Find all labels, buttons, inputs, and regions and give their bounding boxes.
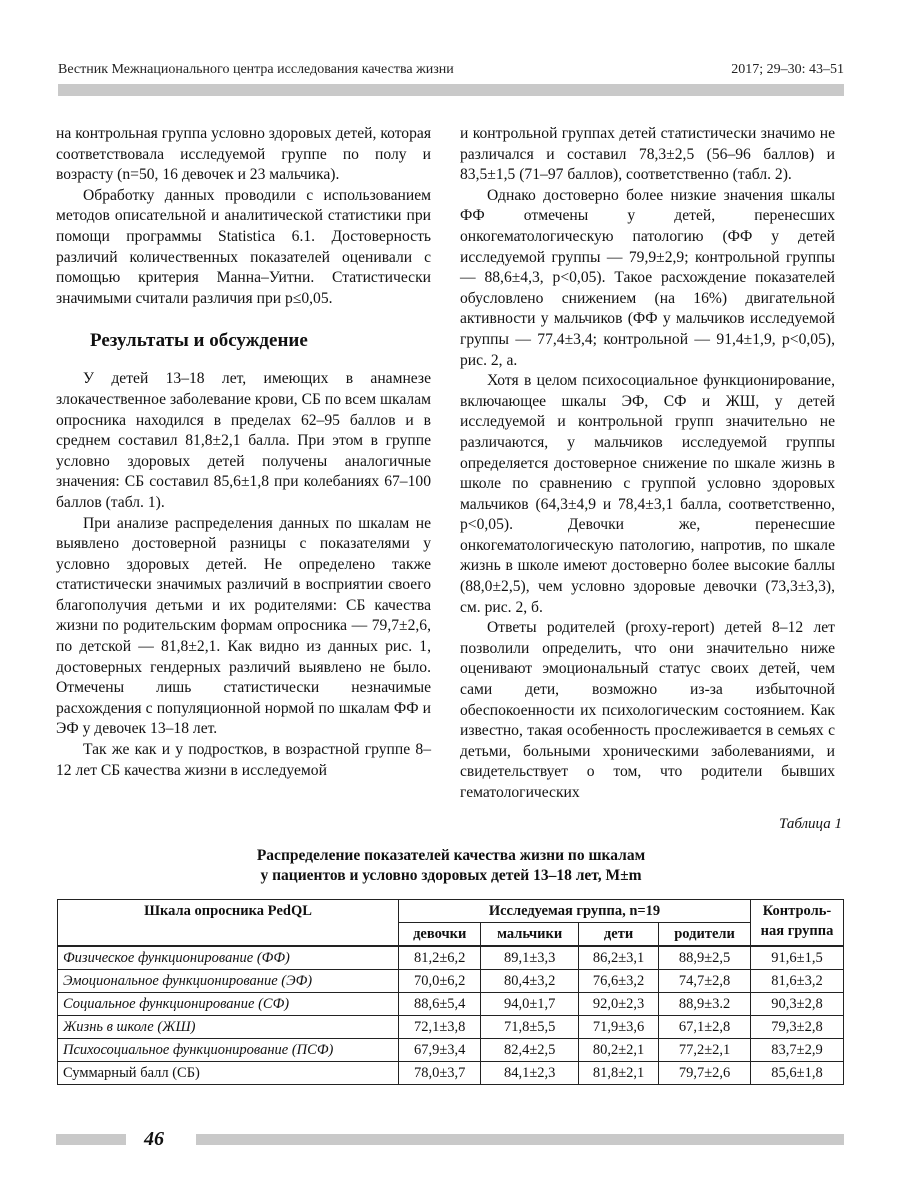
cell: 90,3±2,8 — [751, 993, 844, 1016]
cell: 82,4±2,5 — [481, 1039, 579, 1062]
paragraph: на контрольная группа условно здоровых детей, которая соответствовала исследуемой группе по полу и возрасту (n=50, 16 девочек и 23 мальчика). — [56, 125, 431, 184]
cell: 70,0±6,2 — [399, 970, 481, 993]
footer-rule-left — [56, 1134, 126, 1145]
right-column — [460, 124, 835, 804]
cell: 84,1±2,3 — [481, 1062, 579, 1085]
table-row — [58, 1039, 844, 1062]
header-control-group: Контроль-ная группа — [751, 900, 844, 947]
subheader-boys: мальчики — [481, 923, 579, 947]
cell: 67,9±3,4 — [399, 1039, 481, 1062]
paragraph: При анализе распределения данных по шкалам не выявлено достоверной разницы с показателями у условно здоровых детей. Не определено также статистически значимых различий в восприятии своего благополучия детьми и их родителями: СБ качества жизни по родительским формам опросника — 79,7±2,6, по детской — 81,8±2,1. Как видно из данных рис. 1, достоверных гендерных различий выявлено не было. Отмечены лишь статистически незначимые расхождения с популяционной нормой по шкалам ФФ и ЭФ у девочек 13–18 лет. — [56, 514, 431, 738]
cell: 79,7±2,6 — [659, 1062, 751, 1085]
header-scale: Шкала опросника PedQL — [58, 900, 399, 947]
left-column — [56, 124, 431, 781]
cell: 89,1±3,3 — [481, 946, 579, 970]
cell: 79,3±2,8 — [751, 1016, 844, 1039]
cell: 88,6±5,4 — [399, 993, 481, 1016]
citation: 2017; 29–30: 43–51 — [731, 62, 844, 77]
cell: 71,8±5,5 — [481, 1016, 579, 1039]
paragraph: У детей 13–18 лет, имеющих в анамнезе злокачественное заболевание крови, СБ по всем шкалам опросника находился в пределах 62–95 баллов и в среднем составил 81,8±2,1 балла. При этом в группе условно здоровых детей получены аналогичные значения: СБ составил 85,6±1,8 при колебаниях 67–100 баллов (табл. 1). — [56, 370, 431, 511]
running-header — [58, 60, 844, 96]
paragraph: Обработку данных проводили с использованием методов описательной и аналитической статистики при помощи программы Statistica 6.1. Достоверность различий количественных показателей оценивали с помощью критерия Манна–Уитни. Статистически значимыми считали различия при p≤0,05. — [56, 186, 431, 307]
cell: 80,2±2,1 — [579, 1039, 659, 1062]
data-table — [57, 899, 844, 1085]
cell: 91,6±1,5 — [751, 946, 844, 970]
table-title-line: у пациентов и условно здоровых детей 13–18 лет, M±m — [260, 867, 642, 884]
cell: 78,0±3,7 — [399, 1062, 481, 1085]
row-name: Психосоциальное функционирование (ПСФ) — [58, 1039, 399, 1062]
section-heading: Результаты и обсуждение — [90, 330, 308, 352]
table-title-line: Распределение показателей качества жизни по шкалам — [256, 847, 646, 864]
table-title — [58, 846, 844, 886]
cell: 72,1±3,8 — [399, 1016, 481, 1039]
footer-rule-right — [196, 1134, 844, 1145]
header-rule — [58, 84, 844, 96]
page-footer — [56, 1130, 844, 1150]
row-name: Жизнь в школе (ЖШ) — [58, 1016, 399, 1039]
cell: 80,4±3,2 — [481, 970, 579, 993]
row-name: Физическое функционирование (ФФ) — [58, 946, 399, 970]
paragraph: Хотя в целом психосоциальное функционирование, включающее шкалы ЭФ, СФ и ЖШ, у детей исследуемой и контрольной групп значительно не различаются, у мальчиков исследуемой группы определяется достоверное снижение по шкале жизнь в школе по сравнению с группой условно здоровых мальчиков (64,3±4,9 и 78,4±3,1 балла, соответственно, p<0,05). Девочки же, перенесшие онкогематологическую патологию, напротив, по шкале жизнь в школе имеют достоверно более высокие баллы (88,0±2,5), чем условно здоровые девочки (73,3±3,3), см. рис. 2, б. — [460, 372, 835, 616]
table-label: Таблица 1 — [779, 816, 842, 832]
paragraph: Ответы родителей (proxy-report) детей 8–12 лет позволили определить, что они значительно ниже оценивают эмоциональный статус своих детей, чем сами дети, возможно из-за избыточной обеспокоенности их психологическим состоянием. Как известно, такая особенность прослеживается в семьях с детьми, больными хроническими заболеваниями, и свидетельствует о том, что родители бывших гематологических — [460, 619, 835, 801]
cell: 67,1±2,8 — [659, 1016, 751, 1039]
header-study-group: Исследуемая группа, n=19 — [399, 900, 751, 923]
cell: 81,8±2,1 — [579, 1062, 659, 1085]
table-row — [58, 946, 844, 970]
journal-title: Вестник Межнационального центра исследования качества жизни — [58, 62, 454, 77]
cell: 85,6±1,8 — [751, 1062, 844, 1085]
subheader-children: дети — [579, 923, 659, 947]
paragraph: Так же как и у подростков, в возрастной группе 8–12 лет СБ качества жизни в исследуемой — [56, 741, 431, 779]
cell: 92,0±2,3 — [579, 993, 659, 1016]
page-number: 46 — [144, 1128, 164, 1150]
table-row — [58, 1062, 844, 1085]
paragraph: и контрольной группах детей статистически значимо не различался и составил 78,3±2,5 (56–96 баллов) и 83,5±1,5 (71–97 баллов), соответственно (табл. 2). — [460, 125, 835, 184]
cell: 88,9±2,5 — [659, 946, 751, 970]
cell: 71,9±3,6 — [579, 1016, 659, 1039]
cell: 81,2±6,2 — [399, 946, 481, 970]
table-row — [58, 993, 844, 1016]
paragraph: Однако достоверно более низкие значения шкалы ФФ отмечены у детей, перенесших онкогематологическую патологию (ФФ у детей исследуемой группы — 79,9±2,9; контрольной группы — 88,6±4,3, p<0,05). Такое расхождение показателей обусловлено снижением (на 16%) двигательной активности у мальчиков (ФФ у мальчиков исследуемой группы — 77,4±3,4; контрольной — 91,4±1,9, p<0,05), рис. 2, а. — [460, 186, 835, 369]
table-row — [58, 1016, 844, 1039]
cell: 76,6±3,2 — [579, 970, 659, 993]
cell: 94,0±1,7 — [481, 993, 579, 1016]
row-name: Суммарный балл (СБ) — [58, 1062, 399, 1085]
cell: 88,9±3.2 — [659, 993, 751, 1016]
cell: 77,2±2,1 — [659, 1039, 751, 1062]
row-name: Социальное функционирование (СФ) — [58, 993, 399, 1016]
table-row — [58, 970, 844, 993]
cell: 81,6±3,2 — [751, 970, 844, 993]
row-name: Эмоциональное функционирование (ЭФ) — [58, 970, 399, 993]
cell: 83,7±2,9 — [751, 1039, 844, 1062]
subheader-parents: родители — [659, 923, 751, 947]
cell: 74,7±2,8 — [659, 970, 751, 993]
cell: 86,2±3,1 — [579, 946, 659, 970]
subheader-girls: девочки — [399, 923, 481, 947]
